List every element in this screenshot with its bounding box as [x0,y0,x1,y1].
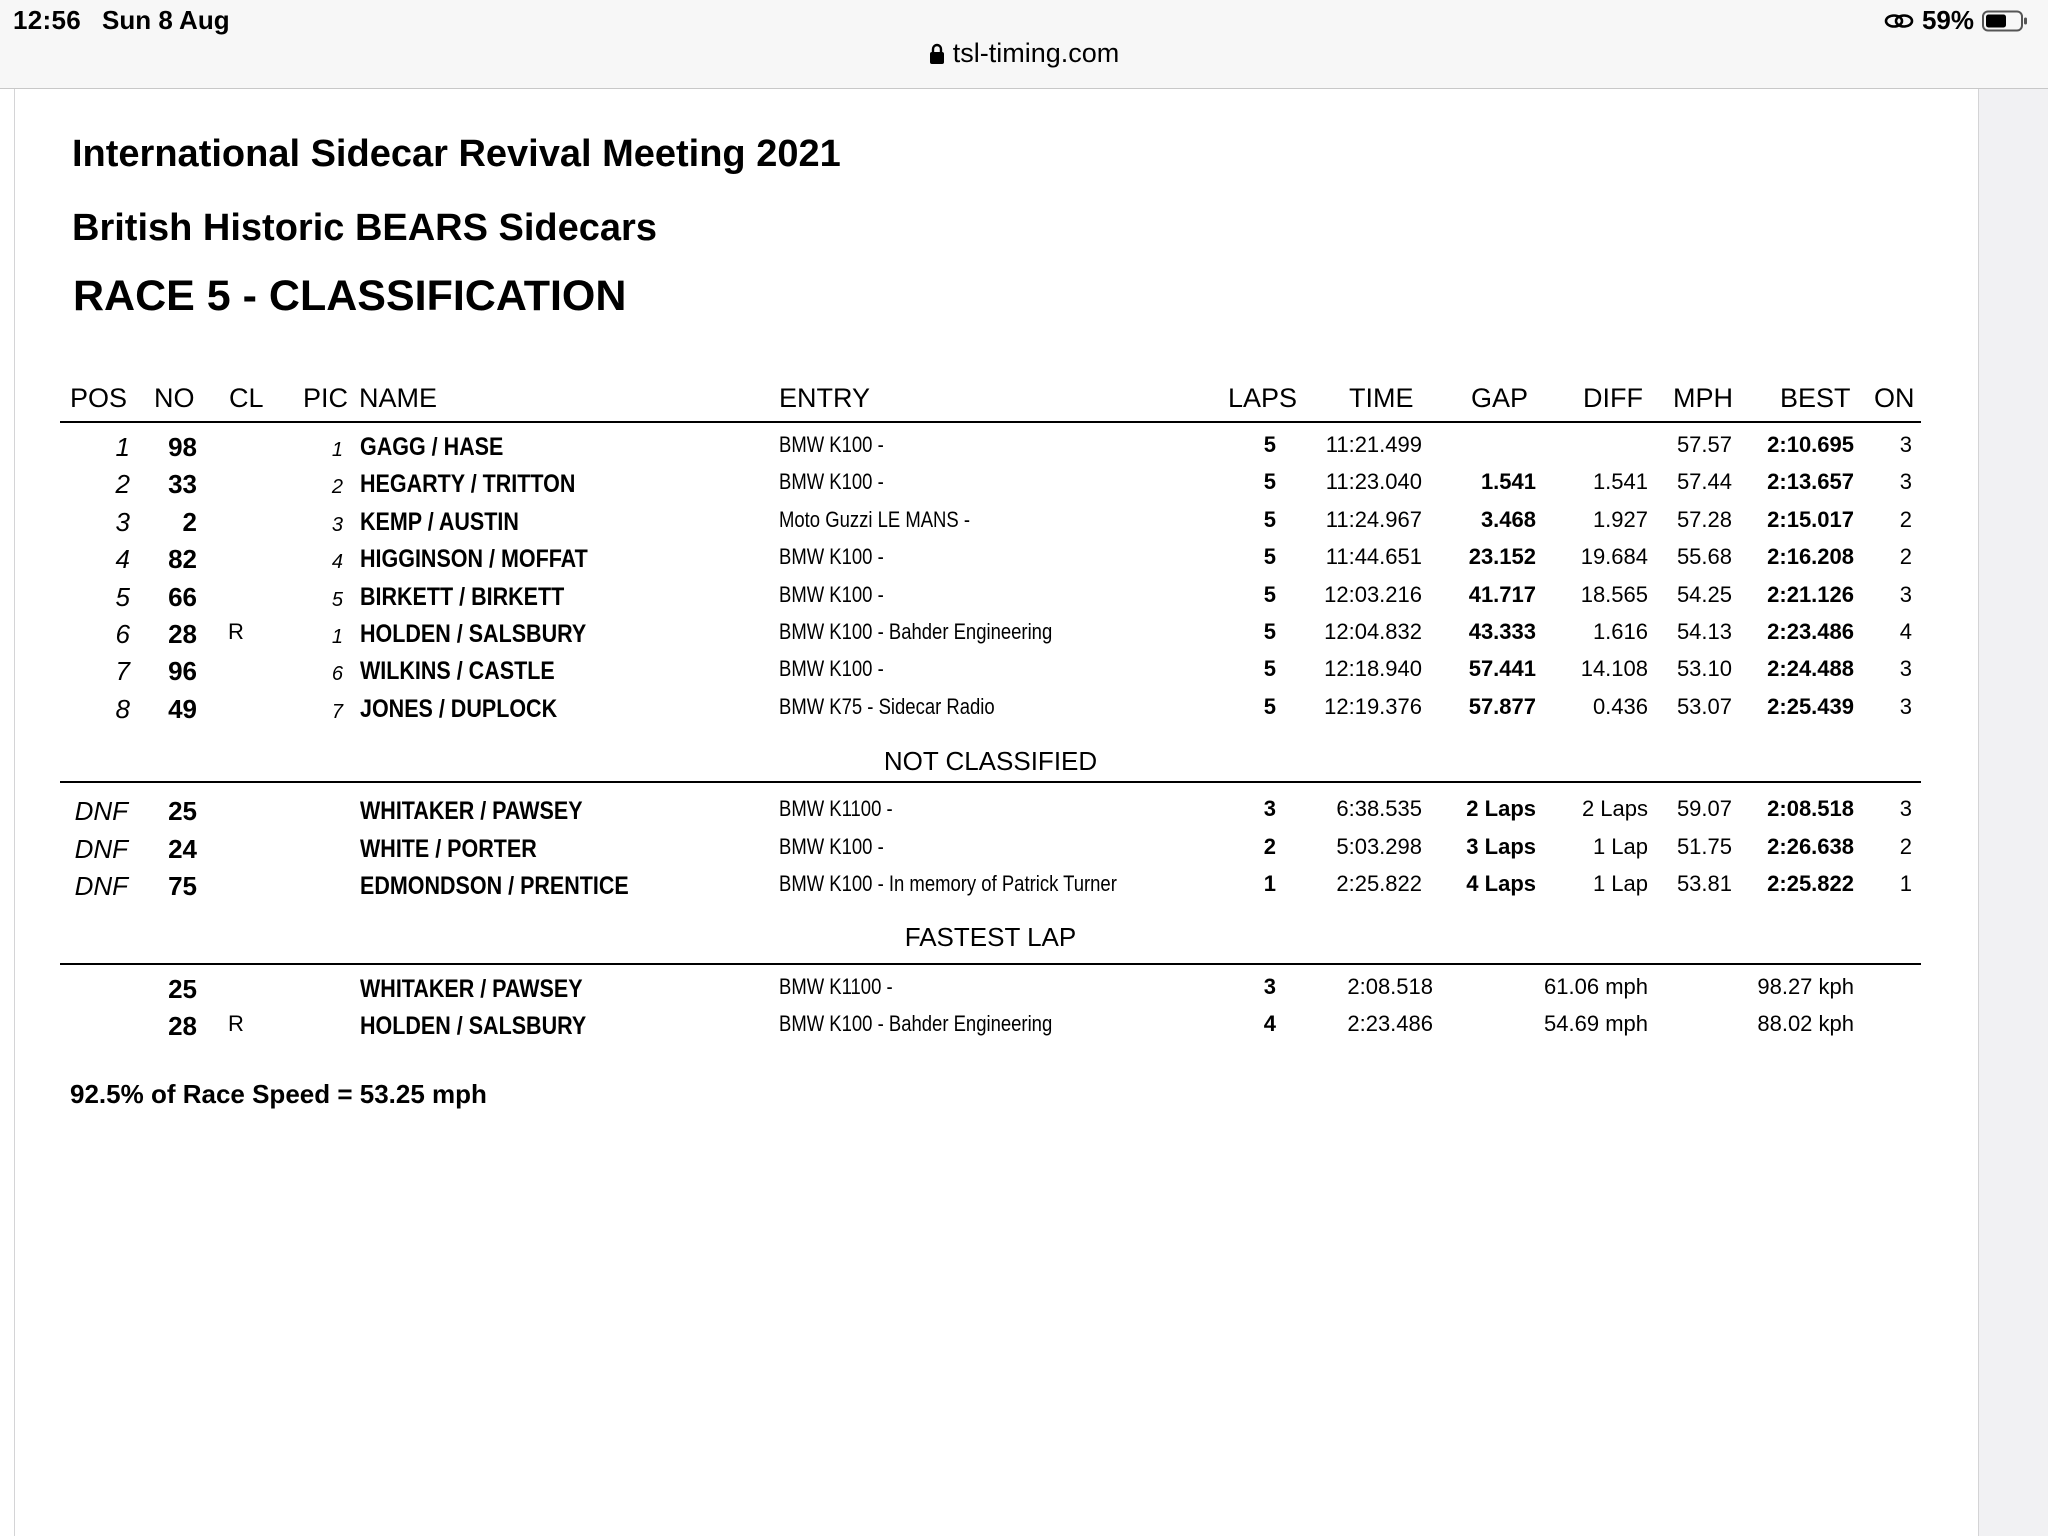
row-diff: 1.541 [1592,469,1648,494]
row-laps: 1 [1263,871,1276,896]
status-date: Sun 8 Aug [102,5,230,35]
row-diff: 14.108 [1580,656,1648,681]
col-time: TIME [1349,383,1414,413]
row-on: 3 [1899,796,1912,821]
row-name: WHITAKER / PAWSEY [360,975,583,1003]
race-title: RACE 5 - CLASSIFICATION [73,272,627,320]
row-entry: BMW K75 - Sidecar Radio [779,694,995,719]
row-name: WHITE / PORTER [360,835,537,863]
row-entry: BMW K100 - Bahder Engineering [779,1011,1053,1036]
row-mph: 57.57 [1676,432,1732,457]
row-kph: 98.27 kph [1757,974,1854,999]
row-laps: 5 [1263,656,1276,681]
row-name: WHITAKER / PAWSEY [360,797,583,825]
row-diff: 1 Lap [1592,834,1648,859]
row-mph: 53.07 [1676,694,1732,719]
row-mph: 51.75 [1676,834,1732,859]
row-laps: 5 [1263,507,1276,532]
section-rule [60,963,1921,965]
row-mph: 61.06 mph [1544,974,1648,999]
row-diff: 1.927 [1592,507,1648,532]
row-pos: 7 [115,656,130,686]
row-gap: 43.333 [1468,619,1536,644]
row-entry: BMW K100 - In memory of Patrick Turner [779,871,1117,896]
row-mph: 59.07 [1676,796,1732,821]
row-best: 2:25.439 [1767,694,1854,719]
row-mph: 54.13 [1676,619,1732,644]
row-pic: 6 [331,663,343,685]
row-gap: 57.877 [1468,694,1536,719]
row-name: WILKINS / CASTLE [360,657,555,685]
row-name: HEGARTY / TRITTON [360,470,576,498]
row-time: 12:04.832 [1324,619,1422,644]
row-diff: 18.565 [1580,582,1648,607]
url-text: tsl-timing.com [952,38,1120,68]
race-speed-note: 92.5% of Race Speed = 53.25 mph [70,1079,487,1109]
row-class: R [228,619,244,644]
row-pos: 1 [115,432,130,462]
row-class: R [228,1011,244,1036]
row-time: 11:24.967 [1325,507,1422,532]
row-gap: 3.468 [1480,507,1536,532]
row-laps: 5 [1263,694,1276,719]
page-edge [14,89,15,1536]
row-kph: 88.02 kph [1757,1011,1854,1036]
row-best: 2:13.657 [1767,469,1854,494]
col-diff: DIFF [1583,383,1643,413]
row-pos: 6 [115,619,130,649]
row-best: 2:16.208 [1767,544,1854,569]
col-pic: PIC [303,383,349,413]
row-number: 82 [168,544,197,574]
row-pic: 1 [331,439,343,461]
row-diff: 19.684 [1580,544,1648,569]
row-diff: 2 Laps [1581,796,1648,821]
event-title: International Sidecar Revival Meeting 2021 [72,133,841,175]
row-lap: 4 [1263,1011,1276,1036]
row-gap: 41.717 [1468,582,1536,607]
row-pic: 3 [331,514,343,536]
row-entry: BMW K1100 - [779,796,893,821]
link-icon [1884,10,1914,32]
row-pos: DNF [74,796,128,826]
row-time: 5:03.298 [1336,834,1422,859]
row-laps: 5 [1263,619,1276,644]
row-number: 24 [168,834,197,864]
row-time: 6:38.535 [1336,796,1422,821]
clock-time: 12:56 [13,5,81,35]
row-lap: 3 [1263,974,1276,999]
col-name: NAME [359,383,438,413]
row-pos: 4 [115,544,130,574]
row-on: 2 [1899,507,1912,532]
row-on: 3 [1899,582,1912,607]
col-on: ON [1874,383,1915,413]
row-number: 25 [168,974,197,1004]
col-best: BEST [1780,383,1851,413]
row-laps: 5 [1263,469,1276,494]
header-rule [60,421,1921,423]
row-on: 1 [1899,871,1912,896]
row-time: 2:25.822 [1336,871,1422,896]
row-entry: BMW K100 - [779,544,884,569]
col-pos: POS [70,383,128,413]
row-best: 2:24.488 [1767,656,1854,681]
row-laps: 5 [1263,582,1276,607]
row-entry: BMW K1100 - [779,974,893,999]
row-on: 3 [1899,656,1912,681]
row-best: 2:10.695 [1767,432,1854,457]
row-number: 98 [168,432,197,462]
row-pos: 5 [115,582,130,612]
row-mph: 54.25 [1676,582,1732,607]
row-number: 96 [168,656,197,686]
row-number: 25 [168,796,197,826]
row-entry: BMW K100 - [779,582,884,607]
row-name: GAGG / HASE [360,433,504,461]
row-number: 28 [168,619,197,649]
row-gap: 2 Laps [1466,796,1536,821]
row-entry: BMW K100 - [779,432,884,457]
fastest-lap-heading: FASTEST LAP [904,922,1077,952]
row-pos: 3 [115,507,130,537]
row-number: 28 [168,1011,197,1041]
address-bar[interactable] [0,38,2048,69]
row-pic: 2 [331,476,343,498]
row-mph: 57.44 [1676,469,1732,494]
page-gutter [1978,89,2048,1536]
row-pos: DNF [74,834,128,864]
row-on: 2 [1899,834,1912,859]
row-time: 12:19.376 [1324,694,1422,719]
lock-icon [929,43,945,65]
row-name: HIGGINSON / MOFFAT [360,545,588,573]
row-time: 12:18.940 [1324,656,1422,681]
row-time: 2:23.486 [1347,1011,1433,1036]
row-best: 2:25.822 [1767,871,1854,896]
class-title: British Historic BEARS Sidecars [72,207,657,249]
col-no: NO [154,383,195,413]
section-rule [60,781,1921,783]
row-time: 11:21.499 [1325,432,1422,457]
row-diff: 0.436 [1592,694,1648,719]
row-name: HOLDEN / SALSBURY [360,620,587,648]
row-entry: Moto Guzzi LE MANS - [779,507,971,532]
row-on: 3 [1899,469,1912,494]
row-on: 3 [1899,432,1912,457]
battery-percent: 59% [1921,5,1974,35]
row-name: HOLDEN / SALSBURY [360,1012,587,1040]
row-mph: 53.10 [1676,656,1732,681]
row-mph: 57.28 [1676,507,1732,532]
row-entry: BMW K100 - [779,656,884,681]
row-laps: 3 [1263,796,1276,821]
row-mph: 53.81 [1676,871,1732,896]
row-gap: 23.152 [1468,544,1536,569]
col-laps: LAPS [1228,383,1298,413]
row-pic: 1 [331,626,343,648]
row-name: JONES / DUPLOCK [360,695,558,723]
row-diff: 1.616 [1592,619,1648,644]
row-time: 2:08.518 [1347,974,1433,999]
row-number: 2 [182,507,197,537]
row-number: 75 [168,871,197,901]
battery-icon [1982,10,2028,32]
row-time: 11:44.651 [1325,544,1422,569]
row-pos: DNF [74,871,128,901]
row-pic: 4 [331,551,343,573]
row-on: 2 [1899,544,1912,569]
row-gap: 3 Laps [1466,834,1536,859]
row-pos: 2 [115,469,130,499]
col-mph: MPH [1673,383,1733,413]
row-on: 3 [1899,694,1912,719]
row-pic: 7 [331,701,343,723]
row-number: 33 [168,469,197,499]
not-classified-heading: NOT CLASSIFIED [883,746,1098,776]
row-gap: 57.441 [1468,656,1536,681]
row-best: 2:15.017 [1767,507,1854,532]
col-entry: ENTRY [779,383,871,413]
row-laps: 5 [1263,432,1276,457]
row-time: 11:23.040 [1325,469,1422,494]
row-best: 2:23.486 [1767,619,1854,644]
row-mph: 55.68 [1676,544,1732,569]
row-gap: 1.541 [1480,469,1536,494]
browser-status-bar [0,0,2048,89]
status-indicators [1884,5,2028,36]
row-number: 66 [168,582,197,612]
row-name: EDMONDSON / PRENTICE [360,872,629,900]
row-mph: 54.69 mph [1544,1011,1648,1036]
row-diff: 1 Lap [1592,871,1648,896]
row-entry: BMW K100 - Bahder Engineering [779,619,1053,644]
col-cl: CL [229,383,264,413]
row-entry: BMW K100 - [779,469,884,494]
row-name: BIRKETT / BIRKETT [360,583,565,611]
row-number: 49 [168,694,197,724]
row-laps: 2 [1263,834,1276,859]
row-pos: 8 [115,694,130,724]
row-name: KEMP / AUSTIN [360,508,519,536]
row-gap: 4 Laps [1466,871,1536,896]
row-time: 12:03.216 [1324,582,1422,607]
row-best: 2:08.518 [1767,796,1854,821]
row-pic: 5 [331,589,343,611]
row-best: 2:21.126 [1767,582,1854,607]
row-best: 2:26.638 [1767,834,1854,859]
col-gap: GAP [1471,383,1529,413]
row-on: 4 [1899,619,1912,644]
row-entry: BMW K100 - [779,834,884,859]
row-laps: 5 [1263,544,1276,569]
